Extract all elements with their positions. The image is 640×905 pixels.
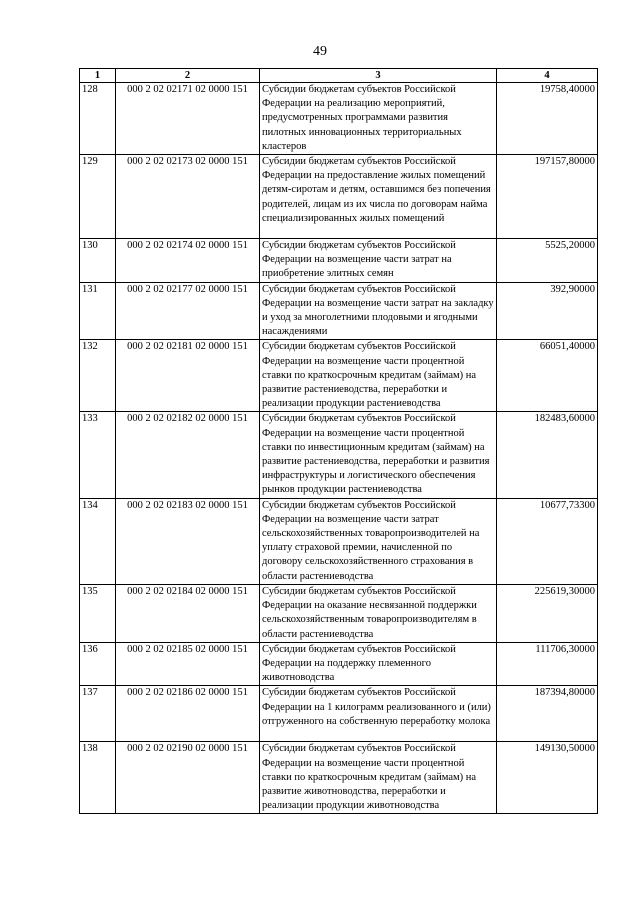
subsidy-description: Субсидии бюджетам субъектов Российской Федерации на возмещение части процентной ставки по краткосрочным кредитам (займам) на развитие животноводства, переработки и реализации продукции животноводства xyxy=(260,742,497,814)
budget-table xyxy=(79,68,598,814)
table-header-row xyxy=(80,69,598,83)
amount: 187394,80000 xyxy=(497,686,598,742)
amount: 149130,50000 xyxy=(497,742,598,814)
budget-code: 000 2 02 02174 02 0000 151 xyxy=(116,239,260,283)
column-header: 2 xyxy=(116,69,260,83)
table-row xyxy=(80,282,598,340)
amount: 19758,40000 xyxy=(497,83,598,155)
row-number: 136 xyxy=(80,642,116,686)
row-number: 130 xyxy=(80,239,116,283)
row-number: 134 xyxy=(80,498,116,584)
amount: 66051,40000 xyxy=(497,340,598,412)
subsidy-description: Субсидии бюджетам субъектов Российской Федерации на предоставление жилых помещений детям-сиротам и детям, оставшимся без попечения родителей, лицам из их числа по договорам найма специализированных жилых помещений xyxy=(260,155,497,239)
page-number: 49 xyxy=(313,44,327,59)
row-number: 132 xyxy=(80,340,116,412)
amount: 10677,73300 xyxy=(497,498,598,584)
row-number: 129 xyxy=(80,155,116,239)
budget-code: 000 2 02 02183 02 0000 151 xyxy=(116,498,260,584)
amount: 111706,30000 xyxy=(497,642,598,686)
subsidy-description: Субсидии бюджетам субъектов Российской Федерации на реализацию мероприятий, предусмотренных программами развития пилотных инновационных территориальных кластеров xyxy=(260,83,497,155)
budget-code: 000 2 02 02182 02 0000 151 xyxy=(116,412,260,498)
table-row xyxy=(80,742,598,814)
table-row xyxy=(80,155,598,239)
budget-code: 000 2 02 02171 02 0000 151 xyxy=(116,83,260,155)
row-number: 128 xyxy=(80,83,116,155)
amount: 5525,20000 xyxy=(497,239,598,283)
budget-code: 000 2 02 02184 02 0000 151 xyxy=(116,584,260,642)
budget-code: 000 2 02 02181 02 0000 151 xyxy=(116,340,260,412)
amount: 197157,80000 xyxy=(497,155,598,239)
column-header: 3 xyxy=(260,69,497,83)
amount: 182483,60000 xyxy=(497,412,598,498)
table-row xyxy=(80,686,598,742)
budget-code: 000 2 02 02190 02 0000 151 xyxy=(116,742,260,814)
column-header: 1 xyxy=(80,69,116,83)
row-number: 135 xyxy=(80,584,116,642)
table-row xyxy=(80,83,598,155)
amount: 225619,30000 xyxy=(497,584,598,642)
row-number: 131 xyxy=(80,282,116,340)
amount: 392,90000 xyxy=(497,282,598,340)
budget-code: 000 2 02 02186 02 0000 151 xyxy=(116,686,260,742)
table-row xyxy=(80,340,598,412)
row-number: 133 xyxy=(80,412,116,498)
table-row xyxy=(80,412,598,498)
subsidy-description: Субсидии бюджетам субъектов Российской Федерации на возмещение части процентной ставки по инвестиционным кредитам (займам) на развитие растениеводства, переработки и развития инфраструктуры и логистического обеспечения рынков продукции растениеводства xyxy=(260,412,497,498)
budget-code: 000 2 02 02173 02 0000 151 xyxy=(116,155,260,239)
table-row xyxy=(80,584,598,642)
subsidy-description: Субсидии бюджетам субъектов Российской Федерации на поддержку племенного животноводства xyxy=(260,642,497,686)
row-number: 138 xyxy=(80,742,116,814)
subsidy-description: Субсидии бюджетам субъектов Российской Федерации на возмещение части процентной ставки по краткосрочным кредитам (займам) на развитие растениеводства, переработки и реализации продукции растениеводства xyxy=(260,340,497,412)
table-row xyxy=(80,498,598,584)
row-number: 137 xyxy=(80,686,116,742)
budget-code: 000 2 02 02185 02 0000 151 xyxy=(116,642,260,686)
subsidy-description: Субсидии бюджетам субъектов Российской Федерации на возмещение части затрат на закладку и уход за многолетними плодовыми и ягодными насаждениями xyxy=(260,282,497,340)
subsidy-description: Субсидии бюджетам субъектов Российской Федерации на 1 килограмм реализованного и (или) отгруженного на собственную переработку молока xyxy=(260,686,497,742)
subsidy-description: Субсидии бюджетам субъектов Российской Федерации на возмещение части затрат сельскохозяйственных товаропроизводителей на уплату страховой премии, начисленной по договору сельскохозяйственного страхования в области растениеводства xyxy=(260,498,497,584)
subsidy-description: Субсидии бюджетам субъектов Российской Федерации на возмещение части затрат на приобретение элитных семян xyxy=(260,239,497,283)
budget-code: 000 2 02 02177 02 0000 151 xyxy=(116,282,260,340)
subsidy-description: Субсидии бюджетам субъектов Российской Федерации на оказание несвязанной поддержки сельскохозяйственным товаропроизводителям в области растениеводства xyxy=(260,584,497,642)
column-header: 4 xyxy=(497,69,598,83)
table-row xyxy=(80,642,598,686)
table-row xyxy=(80,239,598,283)
